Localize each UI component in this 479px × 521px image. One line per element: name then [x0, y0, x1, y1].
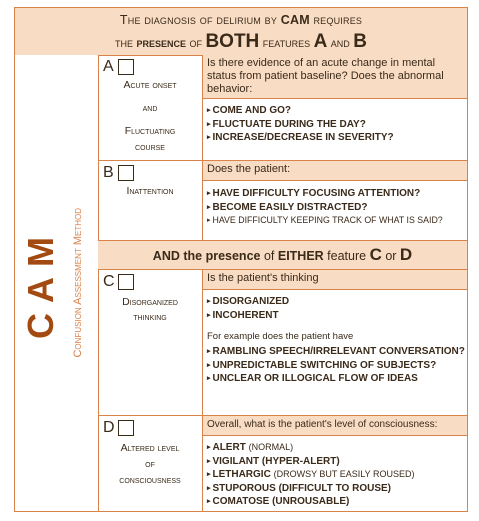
- feature-a-question: Is there evidence of an acute change in mental status from patient baseline? Does the abnormal behavior:: [203, 55, 467, 99]
- feature-d-list: ▸ ALERT (NORMAL) ▸ VIGILANT (HYPER-ALERT) ▸ LETHARGIC (DROWSY BUT EASILY ROUSED) ▸ STUPOROUS (DIFFICULT TO ROUSE) ▸ COMATOSE (UNROUSABLE): [207, 441, 465, 509]
- feature-a-checkbox[interactable]: [118, 59, 134, 75]
- cam-title: CAM: [20, 227, 61, 339]
- feature-c-examples: ▸ RAMBLING SPEECH/IRRELEVANT CONVERSATION? ▸ UNPREDICTABLE SWITCHING OF SUBJECTS? ▸ UNCLEAR OR ILLOGICAL FLOW OF IDEAS: [207, 345, 465, 386]
- feature-b-list: ▸ HAVE DIFFICULTY FOCUSING ATTENTION? ▸ BECOME EASILY DISTRACTED? ▸ HAVE DIFFICULTY KEEPING TRACK OF WHAT IS SAID?: [207, 187, 465, 228]
- feature-b-label: B Inattention: [98, 161, 203, 240]
- header-line-2: the presence of BOTH features A and B: [115, 31, 367, 52]
- cam-card: [14, 7, 468, 512]
- feature-c-example: For example does the patient have: [207, 331, 354, 342]
- feature-a-label: A Acute onset and Fluctuating course: [98, 55, 203, 160]
- either-c-or-d-banner: AND the presence of EITHER feature C or D: [98, 241, 467, 270]
- feature-c-checkbox[interactable]: [118, 274, 134, 290]
- feature-c: [98, 270, 467, 416]
- feature-a-list: ▸ COME AND GO? ▸ FLUCTUATE DURING THE DAY? ▸ INCREASE/DECREASE IN SEVERITY?: [207, 104, 465, 145]
- feature-d-question: Overall, what is the patient's level of consciousness:: [203, 416, 467, 436]
- feature-c-label: C Disorganized thinking: [98, 270, 203, 415]
- feature-a: [98, 55, 467, 161]
- feature-c-list: ▸ DISORGANIZED ▸ INCOHERENT: [207, 295, 465, 322]
- feature-b: [98, 161, 467, 241]
- feature-d-label: D Altered level of consciousness: [98, 416, 203, 511]
- feature-d-checkbox[interactable]: [118, 420, 134, 436]
- header-line-1: The diagnosis of delirium by CAM requires: [119, 13, 363, 27]
- feature-b-question: Does the patient:: [203, 161, 467, 181]
- feature-b-checkbox[interactable]: [118, 165, 134, 181]
- feature-d: [98, 416, 467, 511]
- header: [15, 8, 467, 56]
- side-title: [15, 55, 99, 511]
- feature-c-question: Is the patient's thinking: [203, 270, 467, 290]
- cam-subtitle: Confusion Assessment Method: [72, 208, 84, 358]
